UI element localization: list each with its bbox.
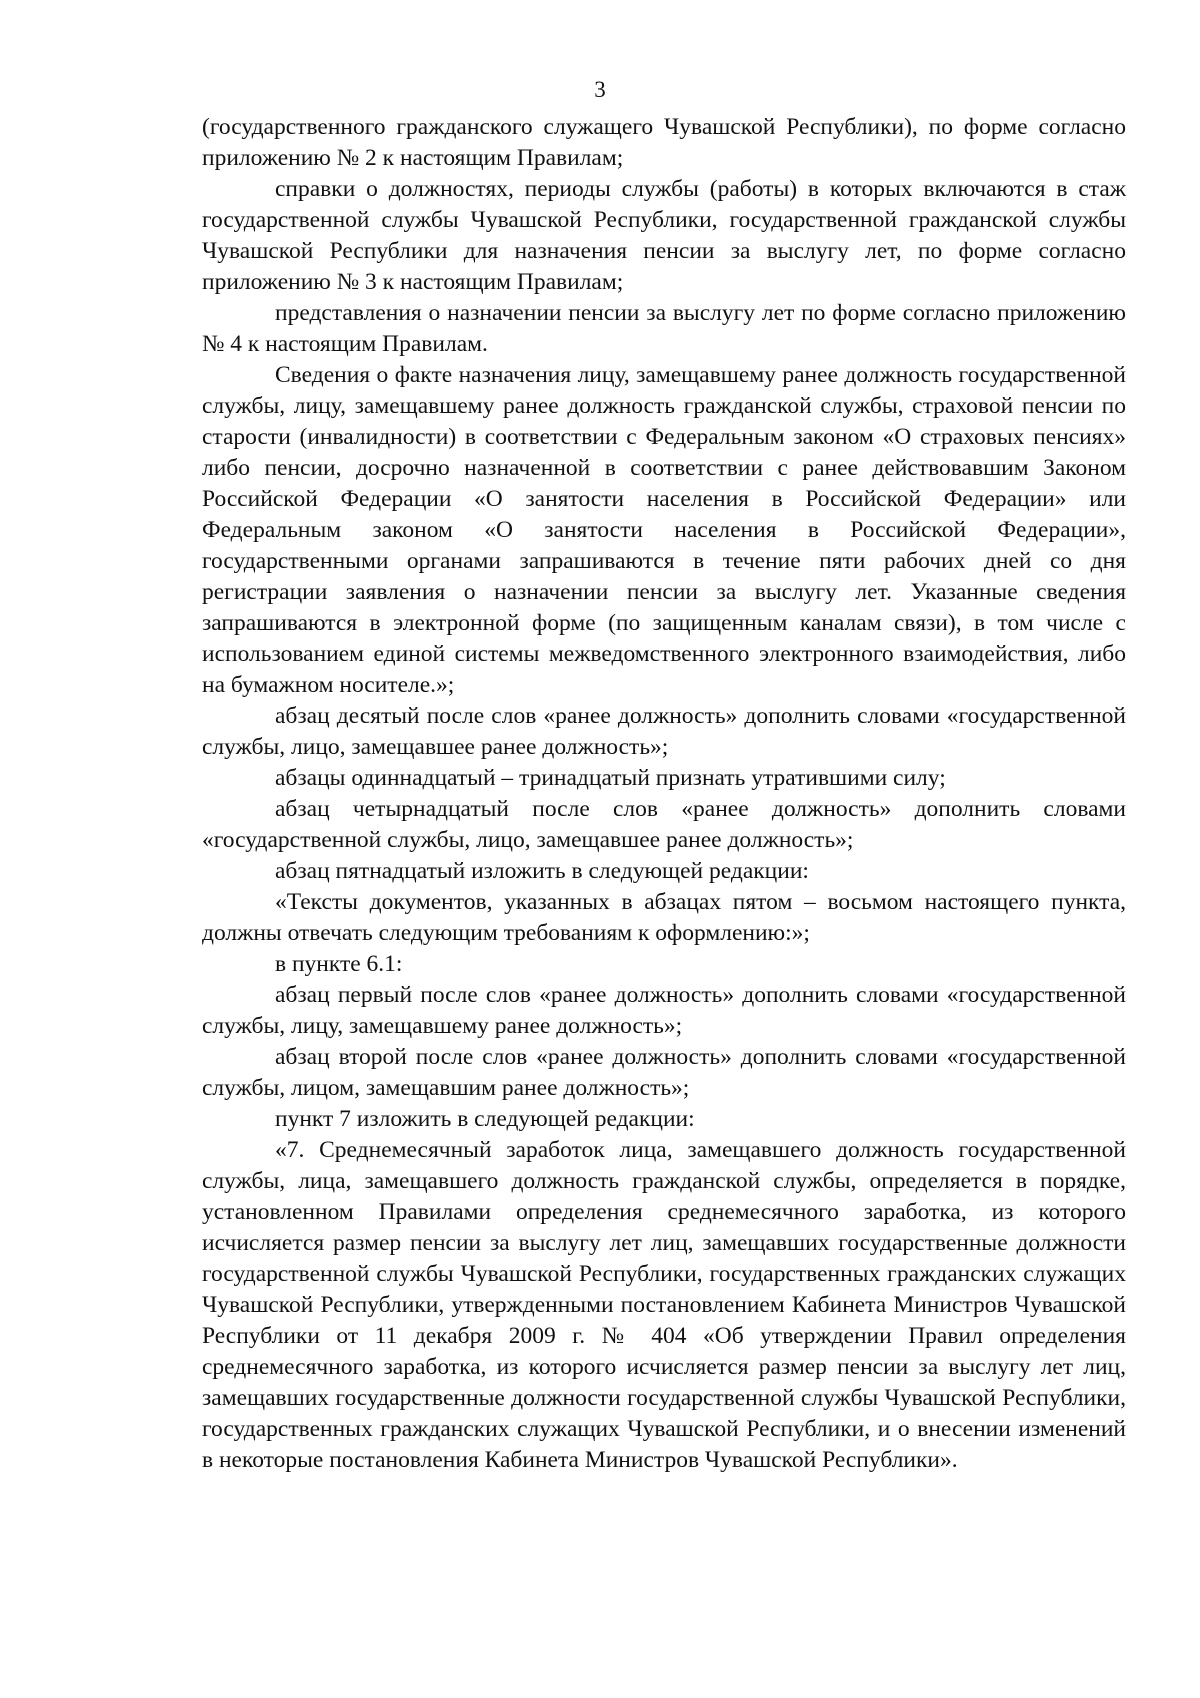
paragraph-documents-requirements: «Тексты документов, указанных в абзацах пятом – восьмом настоящего пункта, должны отвечать следующим требованиям к оформлению:»; bbox=[202, 889, 1126, 946]
paragraph-amendment-tenth: абзац десятый после слов «ранее должность» дополнить словами «государственной службы, лицо, замещавшее ранее должность»; bbox=[202, 703, 1126, 760]
paragraph-clause-6-1-first: абзац первый после слов «ранее должность» дополнить словами «государственной службы, лицу, замещавшему ранее должность»; bbox=[202, 982, 1126, 1039]
paragraph-clause-6-1-second: абзац второй после слов «ранее должность» дополнить словами «государственной службы, лицом, замещавшим ранее должность»; bbox=[202, 1044, 1126, 1101]
paragraph-clause-6-1: в пункте 6.1: bbox=[275, 951, 403, 977]
paragraph-service-certificates: справки о должностях, периоды службы (работы) в которых включаются в стаж государственной службы Чувашской Республики, государственной гражданской службы Чувашской Республики для назначения пенсии за выслугу лет, по форме согласно приложению № 3 к настоящим Правилам; bbox=[202, 176, 1126, 295]
paragraph-amendment-eleventh-thirteenth: абзацы одиннадцатый – тринадцатый признать утратившими силу; bbox=[275, 765, 946, 791]
paragraph-clause-7-intro: пункт 7 изложить в следующей редакции: bbox=[275, 1106, 695, 1132]
document-body bbox=[202, 112, 1126, 1476]
paragraph-clause-7-text: «7. Среднемесячный заработок лица, замещавшего должность государственной службы, лица, замещавшего должность гражданской службы, определяется в порядке, установленном Правилами определения среднемесячного заработка, из которого исчисляется размер пенсии за выслугу лет лиц, замещавших государственные должности государственной службы Чувашской Республики, государственных гражданских служащих Чувашской Республики, утвержденными постановлением Кабинета Министров Чувашской Республики от 11 декабря 2009 г. № 404 «Об утверждении Правил определения среднемесячного заработка, из которого исчисляется размер пенсии за выслугу лет лиц, замещавших государственные должности государственной службы Чувашской Республики, государственных гражданских служащих Чувашской Республики, и о внесении изменений в некоторые постановления Кабинета Министров Чувашской Республики». bbox=[202, 1137, 1126, 1473]
page-number: 3 bbox=[594, 77, 606, 102]
paragraph-continuation: (государственного гражданского служащего Чувашской Республики), по форме согласно приложению № 2 к настоящим Правилам; bbox=[202, 114, 1126, 171]
paragraph-pension-submission: представления о назначении пенсии за выслугу лет по форме согласно приложению № 4 к настоящим Правилам. bbox=[202, 300, 1126, 357]
paragraph-pension-information: Сведения о факте назначения лицу, замещавшему ранее должность государственной службы, лицу, замещавшему ранее должность гражданской службы, страховой пенсии по старости (инвалидности) в соответствии с Федеральным законом «О страховых пенсиях» либо пенсии, досрочно назначенной в соответствии с ранее действовавшим Законом Российской Федерации «О занятости населения в Российской Федерации» или Федеральным законом «О занятости населения в Российской Федерации», государственными органами запрашиваются в течение пяти рабочих дней со дня регистрации заявления о назначении пенсии за выслугу лет. Указанные сведения запрашиваются в электронной форме (по защищенным каналам связи), в том числе с использованием единой системы межведомственного электронного взаимодействия, либо на бумажном носителе.»; bbox=[202, 362, 1126, 698]
paragraph-amendment-fourteenth: абзац четырнадцатый после слов «ранее должность» дополнить словами «государственной службы, лицо, замещавшее ранее должность»; bbox=[202, 796, 1126, 853]
paragraph-amendment-fifteenth: абзац пятнадцатый изложить в следующей редакции: bbox=[275, 858, 809, 884]
